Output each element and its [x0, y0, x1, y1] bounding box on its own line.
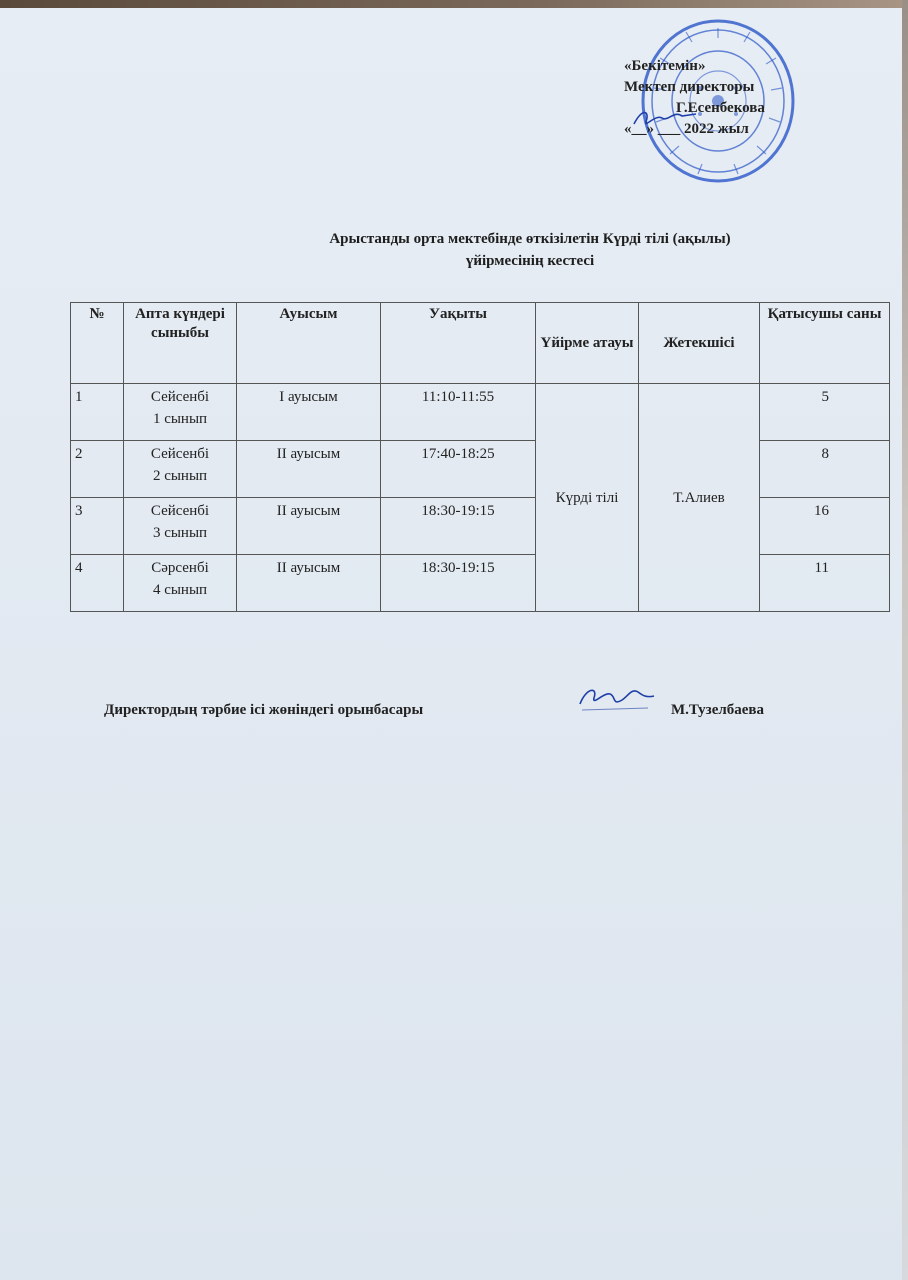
row-shift: ІІ ауысым [237, 555, 381, 612]
table-row [71, 555, 890, 612]
deputy-name: М.Тузелбаева [671, 702, 765, 718]
row-time: 18:30-19:15 [381, 555, 536, 612]
row-time: 17:40-18:25 [381, 441, 536, 498]
title-line-1: Арыстанды орта мектебінде өткізілетін Күрді тілі (ақылы) [329, 231, 731, 247]
row-shift: ІІ ауысым [237, 441, 381, 498]
schedule-table [70, 302, 890, 612]
row-participant-count: 8 [760, 441, 890, 498]
deputy-signature-mark [576, 678, 656, 718]
row-shift: І ауысым [237, 384, 381, 441]
row-shift: ІІ ауысым [237, 498, 381, 555]
table-row [71, 384, 890, 441]
row-class: 1 сынып [152, 411, 208, 427]
row-weekday-class [124, 498, 237, 555]
table-row [71, 498, 890, 555]
document-title [200, 228, 860, 272]
row-weekday: Сейсенбі [150, 503, 210, 519]
leader-name: Т.Алиев [673, 489, 725, 506]
deputy-role: Директордың тәрбие ісі жөніндегі орынбасары [104, 702, 424, 718]
page-edge-right [902, 0, 908, 1280]
row-weekday-class [124, 441, 237, 498]
row-number: 4 [71, 555, 124, 612]
row-number: 2 [71, 441, 124, 498]
header-weekday-class: Апта күндері сыныбы [124, 303, 237, 384]
row-weekday: Сейсенбі [150, 446, 210, 462]
header-number: № [71, 303, 124, 384]
row-number: 1 [71, 384, 124, 441]
club-name: Күрді тілі [555, 489, 619, 506]
row-participant-count: 11 [760, 555, 890, 612]
approval-heading: «Бекітемін» [624, 58, 706, 74]
club-name-cell [536, 384, 639, 612]
row-weekday: Сейсенбі [150, 389, 210, 405]
row-weekday-class [124, 384, 237, 441]
row-participant-count: 16 [760, 498, 890, 555]
approval-block [624, 56, 864, 140]
leader-cell [639, 384, 760, 612]
row-weekday: Сәрсенбі [151, 560, 209, 576]
table-row [71, 441, 890, 498]
approval-director-name: Г.Есенбекова [676, 100, 765, 116]
header-participant-count: Қатысушы саны [760, 303, 890, 384]
approval-date: «__» ___ 2022 жыл [624, 121, 749, 137]
row-weekday-class [124, 555, 237, 612]
header-leader: Жетекшісі [639, 303, 760, 384]
approval-role: Мектеп директоры [624, 79, 755, 95]
table-header-row [71, 303, 890, 384]
table-edge-top [0, 0, 908, 8]
row-class: 3 сынып [152, 525, 208, 541]
header-time: Уақыты [381, 303, 536, 384]
header-shift: Ауысым [237, 303, 381, 384]
header-club-name: Үйірме атауы [536, 303, 639, 384]
row-number: 3 [71, 498, 124, 555]
row-participant-count: 5 [760, 384, 890, 441]
row-class: 2 сынып [152, 468, 208, 484]
row-time: 18:30-19:15 [381, 498, 536, 555]
row-time: 11:10-11:55 [381, 384, 536, 441]
row-class: 4 сынып [152, 582, 208, 598]
title-line-2: үйірмесінің кестесі [465, 253, 595, 269]
